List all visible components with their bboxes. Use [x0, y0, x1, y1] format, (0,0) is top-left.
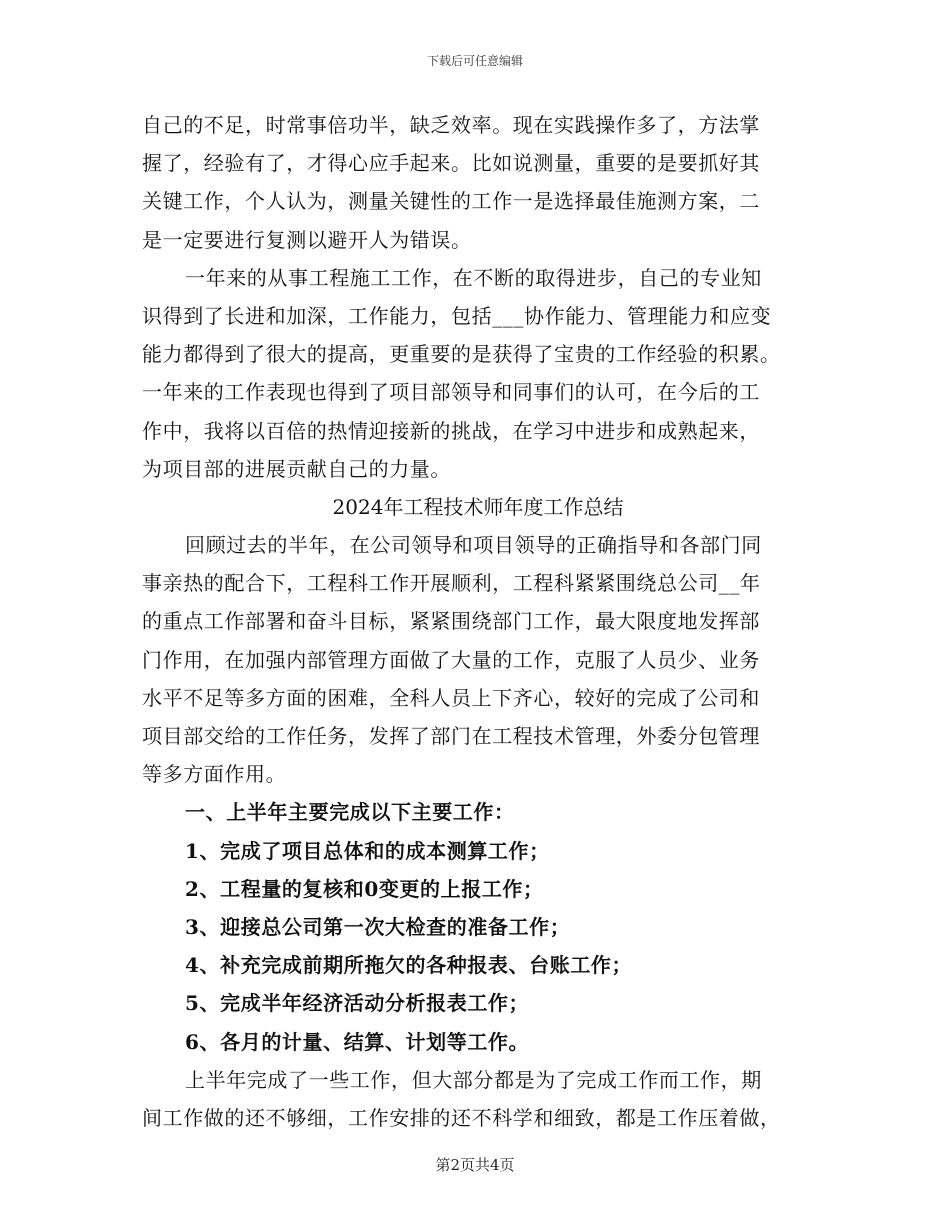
list-item: 6、各月的计量、结算、计划等工作。: [185, 1029, 530, 1054]
list-item: 1、完成了项目总体和的成本测算工作；: [185, 838, 550, 863]
paragraph-line: 作中，我将以百倍的热情迎接新的挑战，在学习中进步和成熟起来，: [142, 418, 760, 443]
paragraph-line: 事亲热的配合下，工程科工作开展顺利，工程科紧紧围绕总公司__年: [142, 571, 761, 596]
paragraph-line: 关键工作，个人认为，测量关键性的工作一是选择最佳施测方案，二: [142, 189, 760, 214]
paragraph-line: 等多方面作用。: [142, 762, 287, 787]
page-footer: 第2页共4页: [435, 1156, 515, 1174]
list-item: 3、迎接总公司第一次大检查的准备工作；: [185, 914, 571, 939]
paragraph-line: 门作用，在加强内部管理方面做了大量的工作，克服了人员少、业务: [142, 647, 760, 672]
paragraph-line: 是一定要进行复测以避开人为错误。: [142, 227, 472, 252]
paragraph-line: 一年来的工作表现也得到了项目部领导和同事们的认可，在今后的工: [142, 380, 760, 405]
paragraph-line: 握了，经验有了，才得心应手起来。比如说测量，重要的是要抓好其: [142, 151, 760, 176]
paragraph-line: 项目部交给的工作任务，发挥了部门在工程技术管理，外委分包管理: [142, 724, 760, 748]
paragraph-line: 为项目部的进展贡献自己的力量。: [142, 456, 451, 481]
paragraph-line: 的重点工作部署和奋斗目标，紧紧围绕部门工作，最大限度地发挥部: [142, 609, 760, 634]
paragraph-line: 识得到了长进和加深，工作能力，包括___协作能力、管理能力和应变: [142, 303, 772, 328]
section-title: 2024年工程技术师年度工作总结: [332, 494, 624, 519]
list-item: 2、工程量的复核和0变更的上报工作；: [185, 876, 544, 901]
paragraph-line: 回顾过去的半年，在公司领导和项目领导的正确指导和各部门同: [185, 533, 762, 558]
paragraph-line: 自己的不足，时常事倍功半，缺乏效率。现在实践操作多了，方法掌: [142, 113, 760, 137]
document-body: [142, 106, 814, 1137]
paragraph-line: 一年来的从事工程施工工作，在不断的取得进步，自己的专业知: [185, 265, 762, 290]
paragraph-line: 水平不足等多方面的困难，全科人员上下齐心，较好的完成了公司和: [142, 685, 760, 710]
list-item: 5、完成半年经济活动分析报表工作；: [185, 991, 530, 1016]
paragraph-line: 能力都得到了很大的提高，更重要的是获得了宝贵的工作经验的积累。: [142, 342, 781, 367]
paragraph-line: 间工作做的还不够细，工作安排的还不科学和细致，都是工作压着做，: [142, 1105, 781, 1130]
list-heading: 一、上半年主要完成以下主要工作：: [185, 800, 515, 825]
list-item: 4、补充完成前期所拖欠的各种报表、台账工作；: [185, 953, 633, 978]
paragraph-line: 上半年完成了一些工作，但大部分都是为了完成工作而工作，期: [185, 1067, 762, 1092]
page-header: 下载后可任意编辑: [426, 54, 523, 68]
